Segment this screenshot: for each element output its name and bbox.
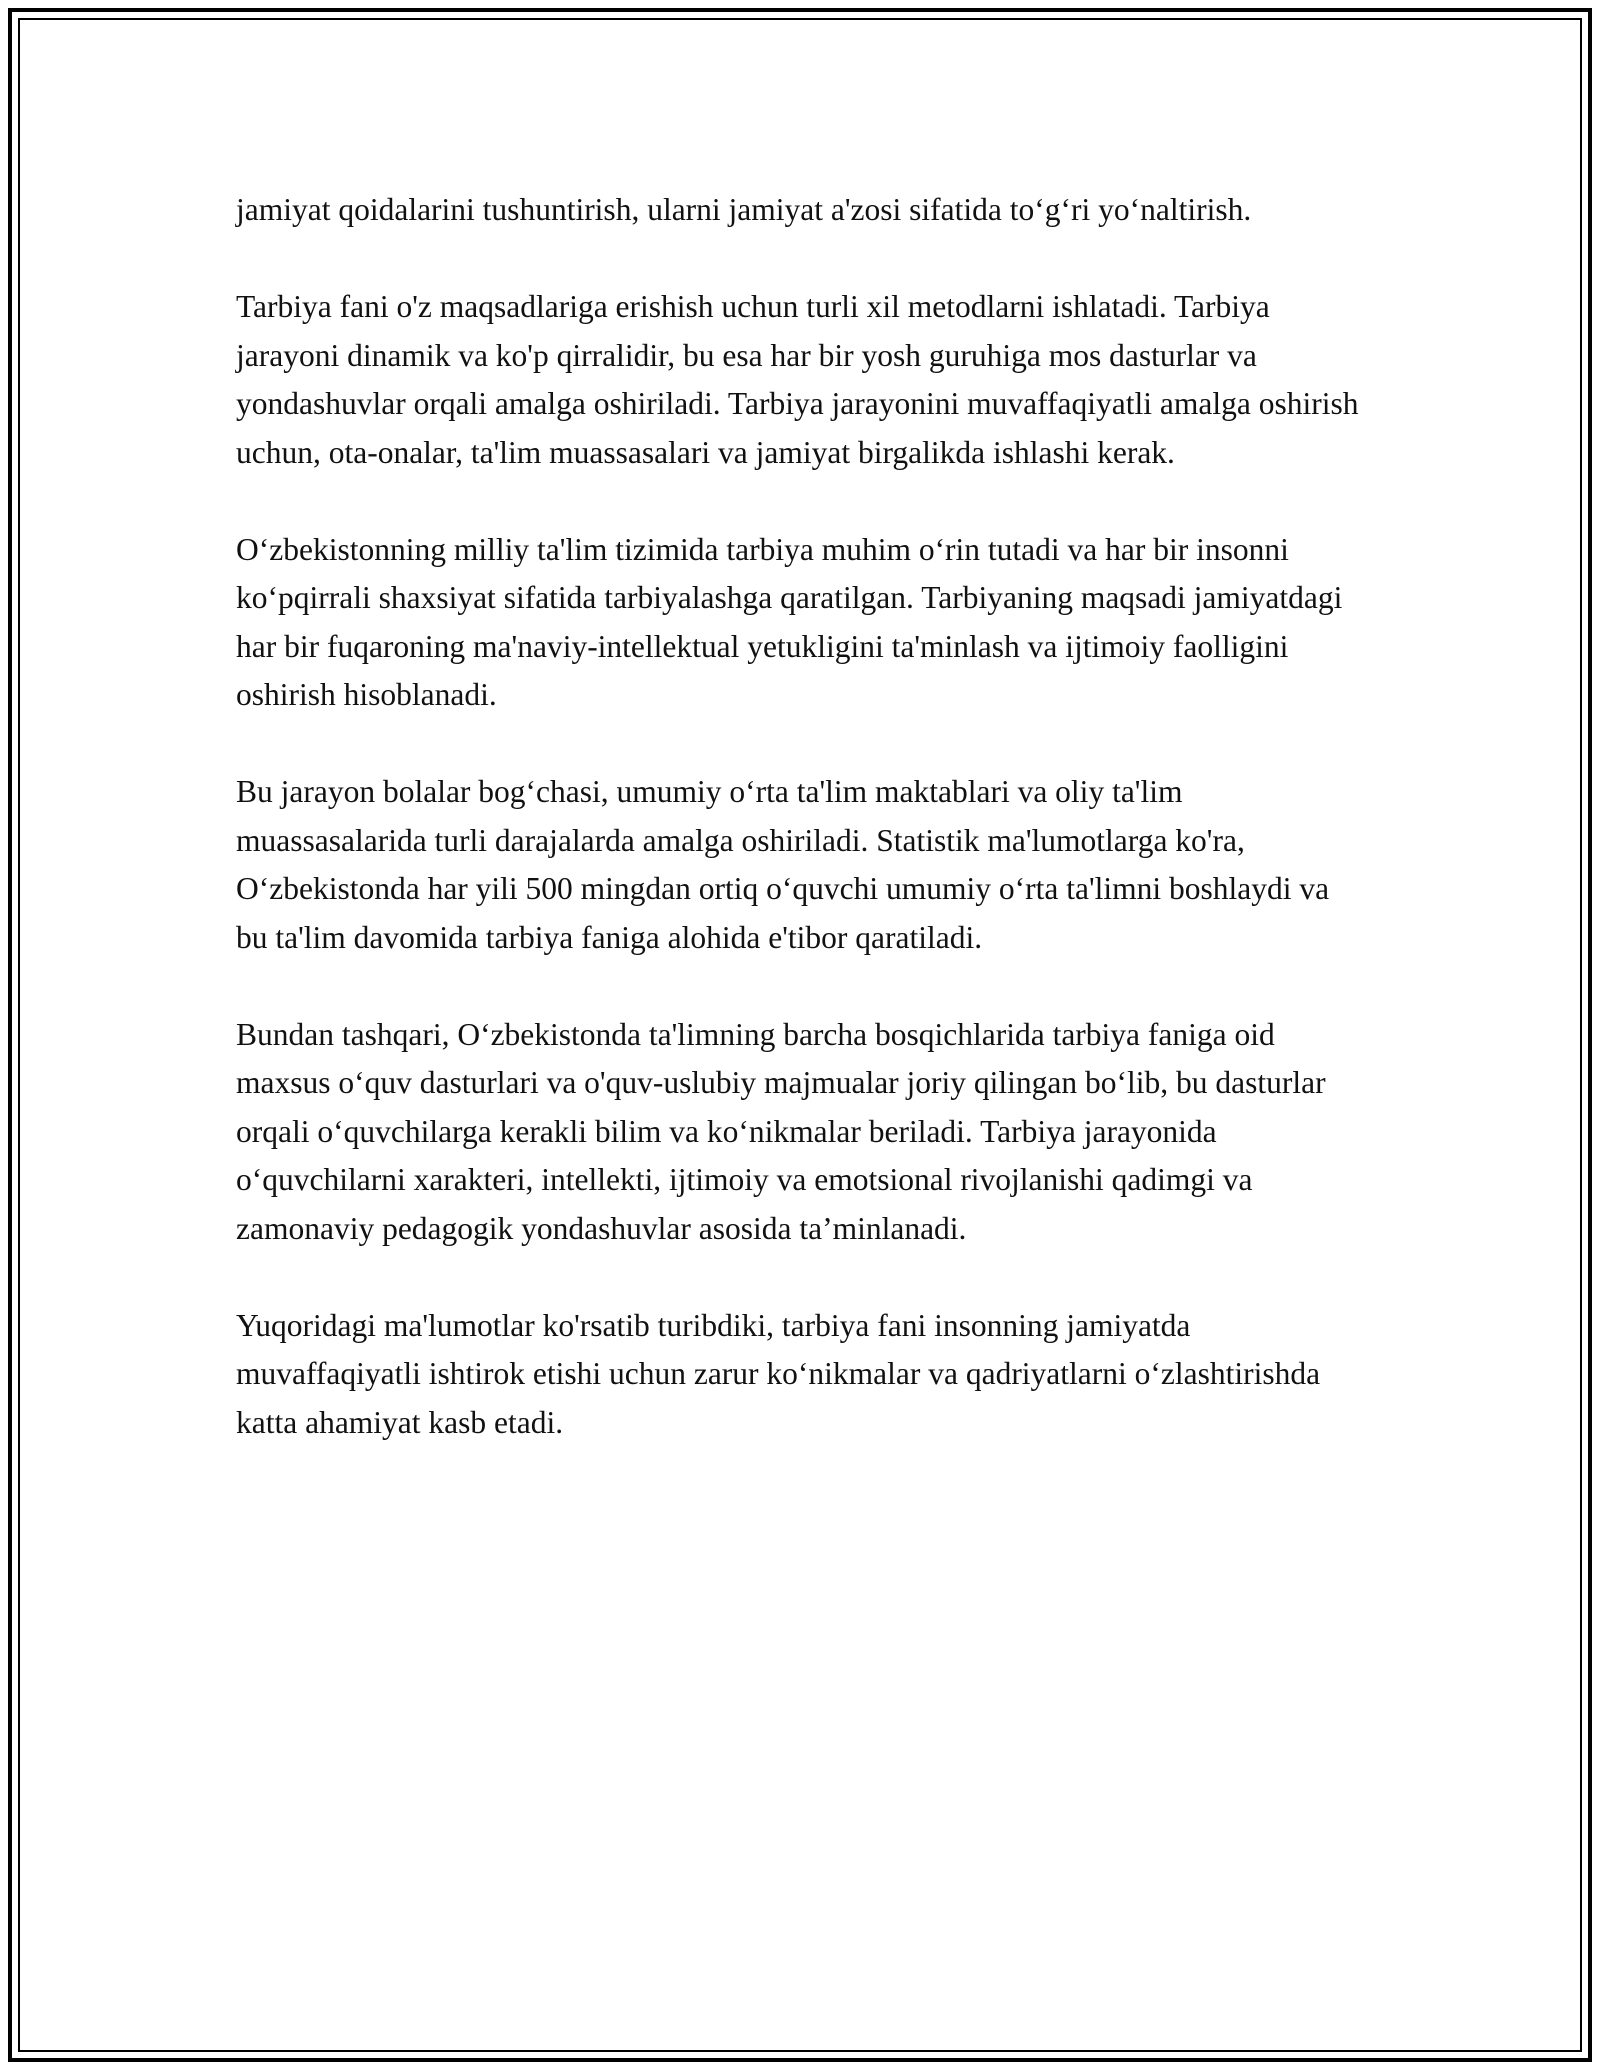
paragraph-1: jamiyat qoidalarini tushuntirish, ularni jamiyat a'zosi sifatida to‘g‘ri yo‘naltirish.	[236, 192, 1252, 227]
paragraph-5: Bundan tashqari, O‘zbekistonda ta'limning barcha bosqichlarida tarbiya faniga oid maxsus o‘quv dasturlari va o'quv-uslubiy majmualar joriy qilingan bo‘lib, bu dasturlar orqali o‘quvchilarga kerakli bilim va ko‘nikmalar beriladi. Tarbiya jarayonida o‘quvchilarni xarakteri, intellekti, ijtimoiy va emotsional rivojlanishi qadimgi va zamonaviy pedagogik yondashuvlar asosida ta’minlanadi.	[236, 1016, 1326, 1246]
paragraph-4: Bu jarayon bolalar bog‘chasi, umumiy o‘rta ta'lim maktablari va oliy ta'lim muassasalarida turli darajalarda amalga oshiriladi. Statistik ma'lumotlarga ko'ra, O‘zbekistonda har yili 500 mingdan ortiq o‘quvchi umumiy o‘rta ta'limni boshlaydi va bu ta'lim davomida tarbiya faniga alohida e'tibor qaratiladi.	[236, 774, 1330, 955]
paragraph-6: Yuqoridagi ma'lumotlar ko'rsatib turibdiki, tarbiya fani insonning jamiyatda muvaffaqiyatli ishtirok etishi uchun zarur ko‘nikmalar va qadriyatlarni o‘zlashtirishda katta ahamiyat kasb etadi.	[236, 1307, 1321, 1440]
document-body	[236, 186, 1366, 1496]
paragraph-2: Tarbiya fani o'z maqsadlariga erishish uchun turli xil metodlarni ishlatadi. Tarbiya jarayoni dinamik va ko'p qirralidir, bu esa har bir yosh guruhiga mos dasturlar va yondashuvlar orqali amalga oshiriladi. Tarbiya jarayonini muvaffaqiyatli amalga oshirish uchun, ota-onalar, ta'lim muassasalari va jamiyat birgalikda ishlashi kerak.	[236, 289, 1359, 470]
paragraph-3: O‘zbekistonning milliy ta'lim tizimida tarbiya muhim o‘rin tutadi va har bir insonni ko‘pqirrali shaxsiyat sifatida tarbiyalashga qaratilgan. Tarbiyaning maqsadi jamiyatdagi har bir fuqaroning ma'naviy-intellektual yetukligini ta'minlash va ijtimoiy faolligini oshirish hisoblanadi.	[236, 531, 1343, 712]
